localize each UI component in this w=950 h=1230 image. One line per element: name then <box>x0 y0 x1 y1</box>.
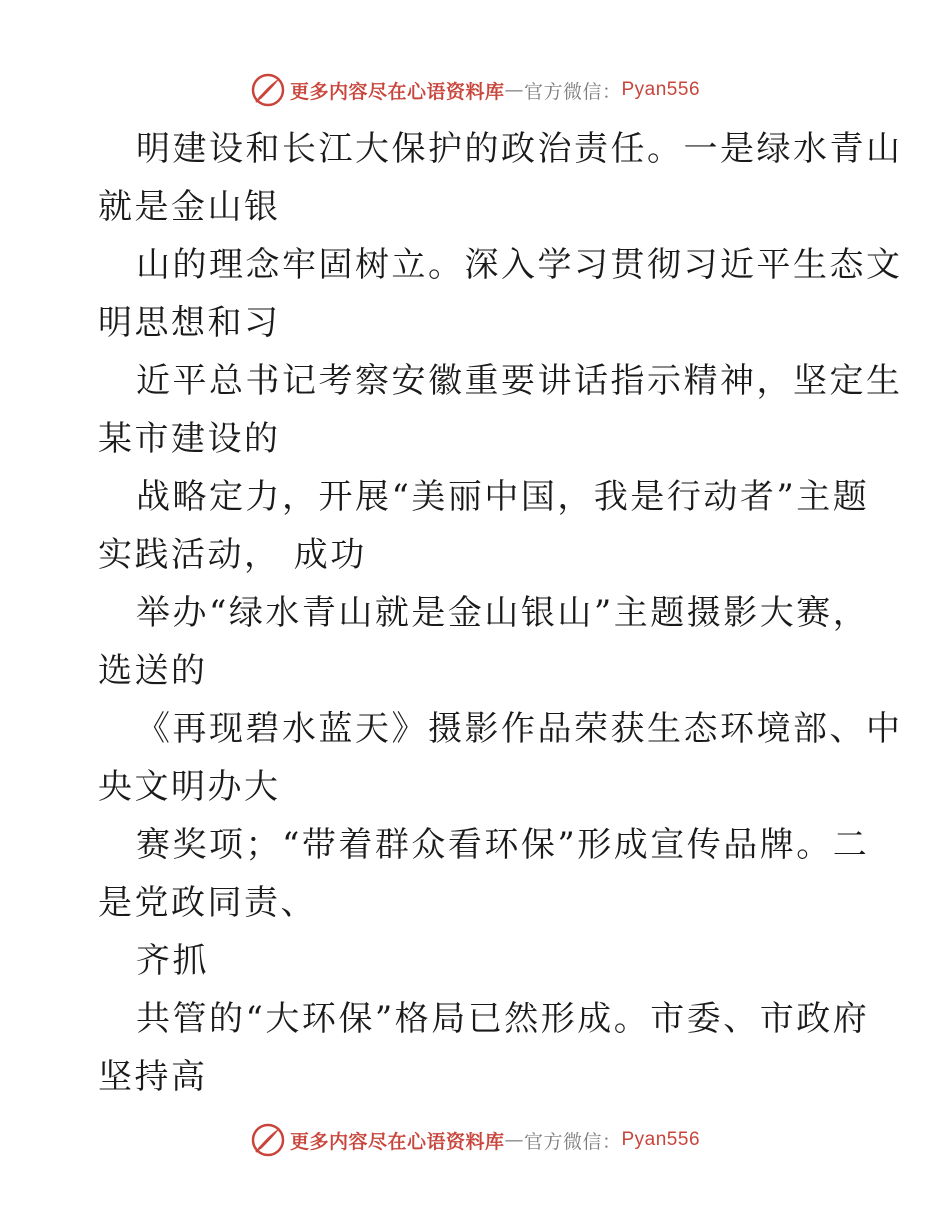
feather-pen-logo-icon <box>250 72 286 108</box>
body-text-line: 明建设和长江大保护的政治责任。一是绿水青山 <box>136 129 903 169</box>
body-text-line: 共管的“大环保”格局已然形成。市委、市政府 <box>136 999 870 1039</box>
watermark-title: 更多内容尽在心语资料库 <box>289 80 505 103</box>
watermark-title: 更多内容尽在心语资料库 <box>289 1130 505 1153</box>
body-text-line: 选送的 <box>98 651 208 691</box>
body-text-line: 战略定力，开展“美丽中国，我是行动者”主题 <box>136 477 870 517</box>
watermark-dash: — <box>504 79 524 101</box>
body-text-line: 实践活动， 成功 <box>98 535 367 575</box>
body-text-line: 《再现碧水蓝天》摄影作品荣获生态环境部、中 <box>136 709 903 749</box>
watermark-wechat-id: Pyan556 <box>621 1129 701 1150</box>
watermark-wechat-label: 官方微信： <box>523 80 622 103</box>
body-text-line: 就是金山银 <box>98 187 281 227</box>
watermark-wechat-label: 官方微信： <box>523 1130 622 1153</box>
feather-pen-logo-icon <box>250 1122 286 1158</box>
document-body <box>98 120 903 1106</box>
watermark-wechat-id: Pyan556 <box>621 79 701 100</box>
body-text-line: 近平总书记考察安徽重要讲话指示精神，坚定生 <box>136 361 903 401</box>
header-watermark <box>0 72 950 108</box>
body-text-line: 明思想和习 <box>98 303 281 343</box>
body-text-line: 某市建设的 <box>98 419 281 459</box>
body-text-line: 央文明办大 <box>98 767 281 807</box>
body-text-line: 赛奖项；“带着群众看环保”形成宣传品牌。二 <box>136 825 870 865</box>
watermark-dash: — <box>504 1129 524 1151</box>
body-text-line: 举办“绿水青山就是金山银山”主题摄影大赛， <box>136 593 870 633</box>
body-text-line: 齐抓 <box>136 941 209 981</box>
body-text-line: 坚持高 <box>98 1057 208 1097</box>
body-text-line: 是党政同责、 <box>98 883 317 923</box>
footer-watermark <box>0 1122 950 1158</box>
body-text-line: 山的理念牢固树立。深入学习贯彻习近平生态文 <box>136 245 903 285</box>
